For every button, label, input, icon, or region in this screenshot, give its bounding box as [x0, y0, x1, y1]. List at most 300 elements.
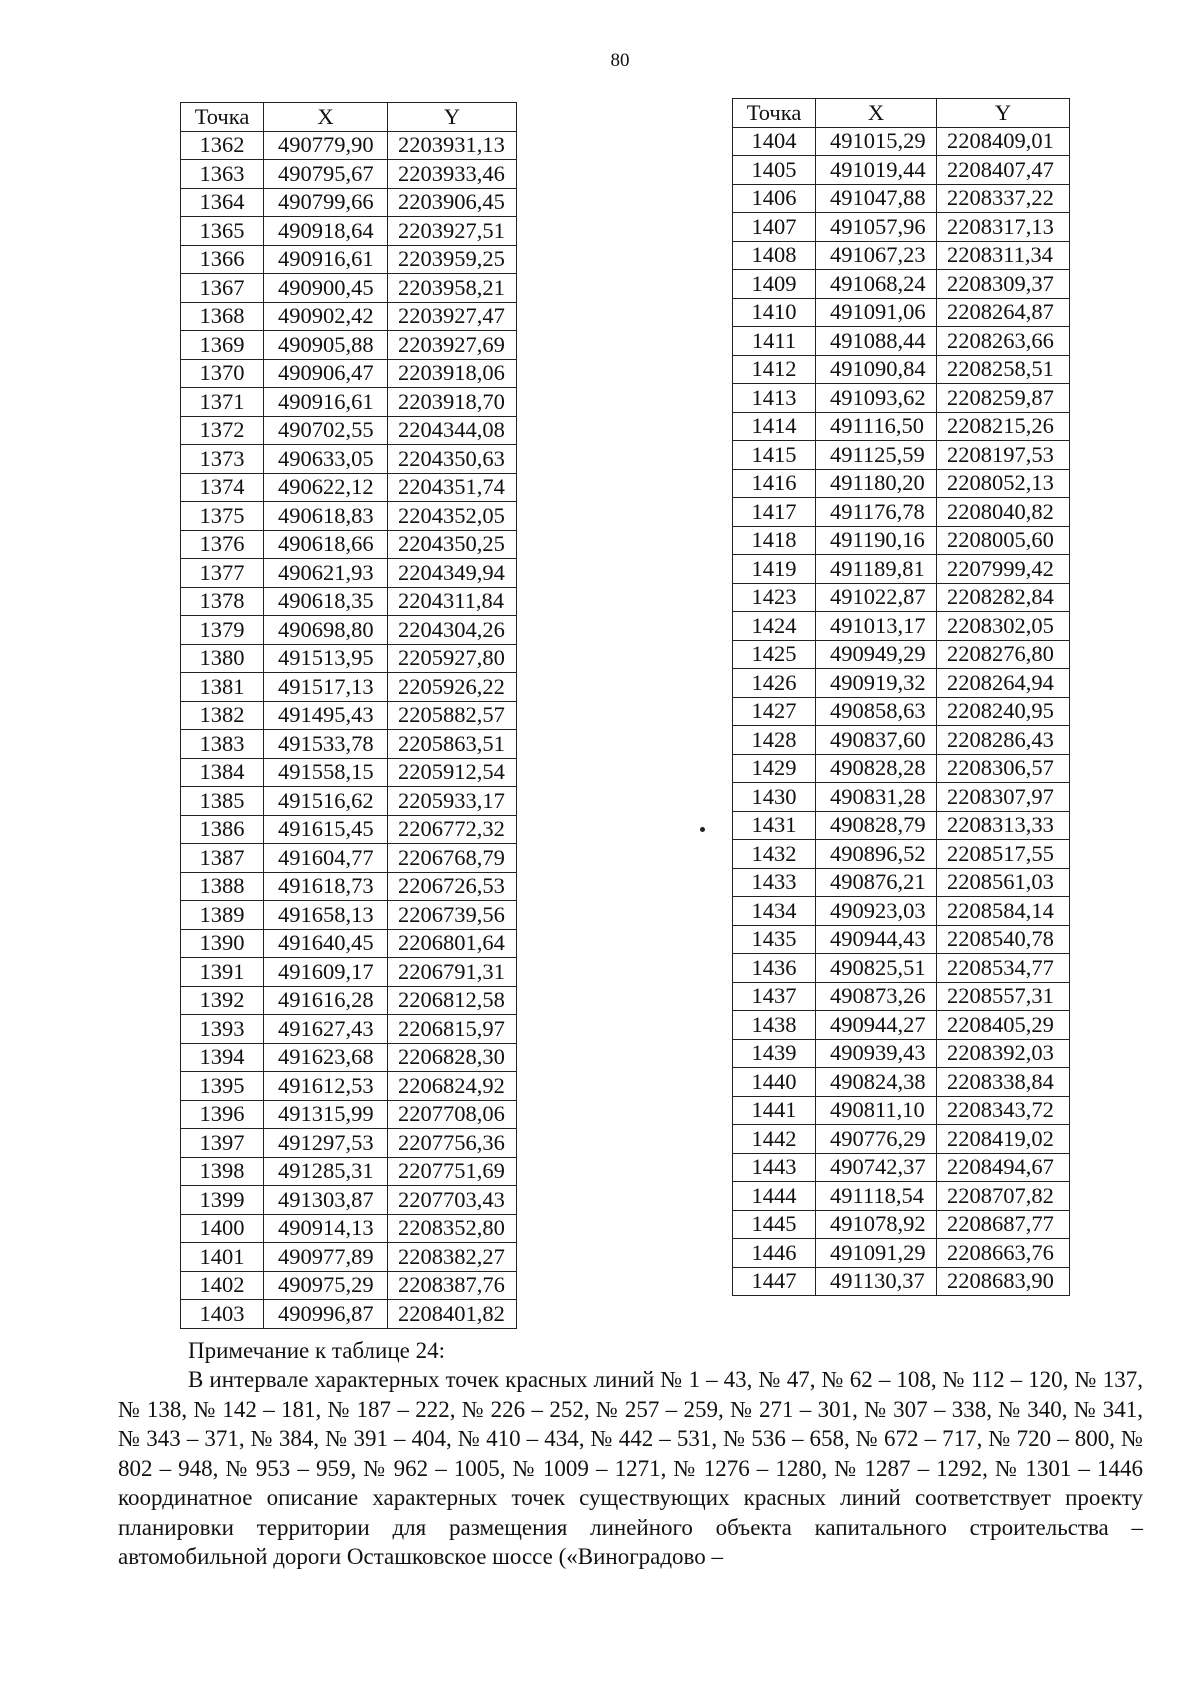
table-row — [733, 840, 1070, 869]
y-cell: 2208540,78 — [937, 925, 1070, 954]
y-cell: 2208561,03 — [937, 868, 1070, 897]
x-cell: 490742,37 — [816, 1153, 937, 1182]
point-cell: 1437 — [733, 982, 816, 1011]
header-x: X — [264, 103, 388, 132]
y-cell: 2208584,14 — [937, 897, 1070, 926]
x-cell: 491303,87 — [264, 1186, 388, 1215]
x-cell: 490996,87 — [264, 1300, 388, 1329]
point-cell: 1414 — [733, 412, 816, 441]
table-row — [733, 1153, 1070, 1182]
x-cell: 490779,90 — [264, 131, 388, 160]
point-cell: 1431 — [733, 811, 816, 840]
x-cell: 491315,99 — [264, 1100, 388, 1129]
table-row — [733, 355, 1070, 384]
point-cell: 1393 — [181, 1015, 264, 1044]
x-cell: 491015,29 — [816, 127, 937, 156]
y-cell: 2204304,26 — [388, 616, 517, 645]
y-cell: 2203918,06 — [388, 359, 517, 388]
point-cell: 1416 — [733, 469, 816, 498]
y-cell: 2204311,84 — [388, 587, 517, 616]
table-row — [181, 673, 517, 702]
x-cell: 490873,26 — [816, 982, 937, 1011]
y-cell: 2206824,92 — [388, 1072, 517, 1101]
table-row — [181, 1043, 517, 1072]
y-cell: 2208405,29 — [937, 1011, 1070, 1040]
table-row — [181, 986, 517, 1015]
table-row — [181, 844, 517, 873]
point-cell: 1405 — [733, 156, 816, 185]
table-row — [733, 1267, 1070, 1296]
point-cell: 1371 — [181, 388, 264, 417]
table-row — [181, 929, 517, 958]
y-cell: 2207751,69 — [388, 1157, 517, 1186]
x-cell: 491057,96 — [816, 213, 937, 242]
table-header-row — [181, 103, 517, 132]
table-row — [181, 1243, 517, 1272]
y-cell: 2208052,13 — [937, 469, 1070, 498]
y-cell: 2208313,33 — [937, 811, 1070, 840]
point-cell: 1428 — [733, 726, 816, 755]
point-cell: 1404 — [733, 127, 816, 156]
x-cell: 491125,59 — [816, 441, 937, 470]
point-cell: 1363 — [181, 160, 264, 189]
y-cell: 2203906,45 — [388, 188, 517, 217]
point-cell: 1402 — [181, 1271, 264, 1300]
x-cell: 490977,89 — [264, 1243, 388, 1272]
y-cell: 2208663,76 — [937, 1239, 1070, 1268]
y-cell: 2208282,84 — [937, 583, 1070, 612]
table-row — [181, 331, 517, 360]
y-cell: 2208392,03 — [937, 1039, 1070, 1068]
point-cell: 1439 — [733, 1039, 816, 1068]
x-cell: 490621,93 — [264, 559, 388, 588]
x-cell: 491658,13 — [264, 901, 388, 930]
point-cell: 1397 — [181, 1129, 264, 1158]
point-cell: 1378 — [181, 587, 264, 616]
table-row — [181, 502, 517, 531]
y-cell: 2205912,54 — [388, 758, 517, 787]
x-cell: 491615,45 — [264, 815, 388, 844]
y-cell: 2204352,05 — [388, 502, 517, 531]
table-row — [733, 156, 1070, 185]
y-cell: 2208307,97 — [937, 783, 1070, 812]
x-cell: 490837,60 — [816, 726, 937, 755]
table-row — [733, 1039, 1070, 1068]
x-cell: 491116,50 — [816, 412, 937, 441]
point-cell: 1376 — [181, 530, 264, 559]
y-cell: 2208407,47 — [937, 156, 1070, 185]
x-cell: 490923,03 — [816, 897, 937, 926]
table-row — [181, 758, 517, 787]
point-cell: 1406 — [733, 184, 816, 213]
point-cell: 1417 — [733, 498, 816, 527]
y-cell: 2204351,74 — [388, 473, 517, 502]
table-row — [181, 530, 517, 559]
y-cell: 2208306,57 — [937, 754, 1070, 783]
table-row — [181, 302, 517, 331]
y-cell: 2208382,27 — [388, 1243, 517, 1272]
point-cell: 1386 — [181, 815, 264, 844]
point-cell: 1418 — [733, 526, 816, 555]
x-cell: 491516,62 — [264, 787, 388, 816]
point-cell: 1385 — [181, 787, 264, 816]
table-row — [181, 1129, 517, 1158]
x-cell: 491558,15 — [264, 758, 388, 787]
x-cell: 490876,21 — [816, 868, 937, 897]
y-cell: 2204344,08 — [388, 416, 517, 445]
table-row — [733, 583, 1070, 612]
y-cell: 2206791,31 — [388, 958, 517, 987]
table-row — [733, 1011, 1070, 1040]
point-cell: 1432 — [733, 840, 816, 869]
table-row — [733, 1239, 1070, 1268]
point-cell: 1398 — [181, 1157, 264, 1186]
x-cell: 490902,42 — [264, 302, 388, 331]
x-cell: 490825,51 — [816, 954, 937, 983]
y-cell: 2207708,06 — [388, 1100, 517, 1129]
y-cell: 2203927,47 — [388, 302, 517, 331]
y-cell: 2208040,82 — [937, 498, 1070, 527]
y-cell: 2208264,94 — [937, 669, 1070, 698]
table-row — [733, 298, 1070, 327]
x-cell: 490828,28 — [816, 754, 937, 783]
x-cell: 491513,95 — [264, 644, 388, 673]
table-row — [733, 441, 1070, 470]
x-cell: 491013,17 — [816, 612, 937, 641]
table-row — [181, 1186, 517, 1215]
x-cell: 491517,13 — [264, 673, 388, 702]
x-cell: 490824,38 — [816, 1068, 937, 1097]
x-cell: 491640,45 — [264, 929, 388, 958]
x-cell: 491616,28 — [264, 986, 388, 1015]
x-cell: 490906,47 — [264, 359, 388, 388]
table-row — [181, 1100, 517, 1129]
table-row — [181, 587, 517, 616]
y-cell: 2205863,51 — [388, 730, 517, 759]
y-cell: 2203931,13 — [388, 131, 517, 160]
point-cell: 1390 — [181, 929, 264, 958]
table-row — [733, 555, 1070, 584]
x-cell: 491091,06 — [816, 298, 937, 327]
point-cell: 1442 — [733, 1125, 816, 1154]
stray-dot — [700, 827, 705, 832]
y-cell: 2208259,87 — [937, 384, 1070, 413]
point-cell: 1429 — [733, 754, 816, 783]
x-cell: 490896,52 — [816, 840, 937, 869]
x-cell: 491091,29 — [816, 1239, 937, 1268]
x-cell: 490944,43 — [816, 925, 937, 954]
x-cell: 491019,44 — [816, 156, 937, 185]
y-cell: 2206726,53 — [388, 872, 517, 901]
y-cell: 2207756,36 — [388, 1129, 517, 1158]
x-cell: 490828,79 — [816, 811, 937, 840]
table-row — [181, 872, 517, 901]
y-cell: 2208317,13 — [937, 213, 1070, 242]
y-cell: 2208338,84 — [937, 1068, 1070, 1097]
x-cell: 490622,12 — [264, 473, 388, 502]
point-cell: 1392 — [181, 986, 264, 1015]
table-row — [181, 359, 517, 388]
x-cell: 490618,35 — [264, 587, 388, 616]
x-cell: 491627,43 — [264, 1015, 388, 1044]
table-row — [733, 241, 1070, 270]
table-row — [181, 730, 517, 759]
point-cell: 1399 — [181, 1186, 264, 1215]
table-row — [733, 982, 1070, 1011]
point-cell: 1388 — [181, 872, 264, 901]
x-cell: 491533,78 — [264, 730, 388, 759]
point-cell: 1427 — [733, 697, 816, 726]
y-cell: 2208258,51 — [937, 355, 1070, 384]
x-cell: 490916,61 — [264, 245, 388, 274]
table-row — [181, 901, 517, 930]
x-cell: 490919,32 — [816, 669, 937, 698]
table-row — [181, 1271, 517, 1300]
y-cell: 2208387,76 — [388, 1271, 517, 1300]
x-cell: 491604,77 — [264, 844, 388, 873]
table-row — [733, 213, 1070, 242]
y-cell: 2208263,66 — [937, 327, 1070, 356]
point-cell: 1447 — [733, 1267, 816, 1296]
y-cell: 2203959,25 — [388, 245, 517, 274]
table-row — [181, 701, 517, 730]
table-row — [181, 559, 517, 588]
point-cell: 1391 — [181, 958, 264, 987]
y-cell: 2205933,17 — [388, 787, 517, 816]
point-cell: 1383 — [181, 730, 264, 759]
point-cell: 1423 — [733, 583, 816, 612]
x-cell: 491130,37 — [816, 1267, 937, 1296]
y-cell: 2208197,53 — [937, 441, 1070, 470]
point-cell: 1403 — [181, 1300, 264, 1329]
point-cell: 1395 — [181, 1072, 264, 1101]
table-row — [181, 274, 517, 303]
table-row — [181, 1300, 517, 1329]
x-cell: 490914,13 — [264, 1214, 388, 1243]
point-cell: 1374 — [181, 473, 264, 502]
point-cell: 1436 — [733, 954, 816, 983]
y-cell: 2208302,05 — [937, 612, 1070, 641]
x-cell: 491093,62 — [816, 384, 937, 413]
table-row — [181, 787, 517, 816]
y-cell: 2208517,55 — [937, 840, 1070, 869]
y-cell: 2206768,79 — [388, 844, 517, 873]
table-row — [733, 640, 1070, 669]
table-row — [181, 473, 517, 502]
table-row — [181, 388, 517, 417]
header-y: Y — [388, 103, 517, 132]
table-row — [181, 1015, 517, 1044]
x-cell: 491285,31 — [264, 1157, 388, 1186]
point-cell: 1394 — [181, 1043, 264, 1072]
y-cell: 2206828,30 — [388, 1043, 517, 1072]
x-cell: 490916,61 — [264, 388, 388, 417]
table-row — [733, 783, 1070, 812]
table-row — [181, 1157, 517, 1186]
y-cell: 2203958,21 — [388, 274, 517, 303]
x-cell: 490618,66 — [264, 530, 388, 559]
point-cell: 1413 — [733, 384, 816, 413]
point-cell: 1411 — [733, 327, 816, 356]
y-cell: 2203918,70 — [388, 388, 517, 417]
point-cell: 1435 — [733, 925, 816, 954]
y-cell: 2208401,82 — [388, 1300, 517, 1329]
coordinates-table-left — [180, 102, 517, 1329]
table-row — [733, 1068, 1070, 1097]
y-cell: 2208419,02 — [937, 1125, 1070, 1154]
x-cell: 491609,17 — [264, 958, 388, 987]
table-row — [733, 1096, 1070, 1125]
point-cell: 1377 — [181, 559, 264, 588]
x-cell: 490698,80 — [264, 616, 388, 645]
point-cell: 1434 — [733, 897, 816, 926]
x-cell: 491067,23 — [816, 241, 937, 270]
point-cell: 1396 — [181, 1100, 264, 1129]
x-cell: 491612,53 — [264, 1072, 388, 1101]
point-cell: 1430 — [733, 783, 816, 812]
table-row — [733, 327, 1070, 356]
table-row — [733, 697, 1070, 726]
y-cell: 2208707,82 — [937, 1182, 1070, 1211]
y-cell: 2208240,95 — [937, 697, 1070, 726]
x-cell: 491022,87 — [816, 583, 937, 612]
header-point: Точка — [733, 99, 816, 128]
y-cell: 2208409,01 — [937, 127, 1070, 156]
point-cell: 1382 — [181, 701, 264, 730]
y-cell: 2208286,43 — [937, 726, 1070, 755]
x-cell: 491078,92 — [816, 1210, 937, 1239]
table-row — [733, 1125, 1070, 1154]
table-row — [733, 954, 1070, 983]
x-cell: 490975,29 — [264, 1271, 388, 1300]
x-cell: 490702,55 — [264, 416, 388, 445]
y-cell: 2208687,77 — [937, 1210, 1070, 1239]
table-row — [181, 1072, 517, 1101]
y-cell: 2204350,63 — [388, 445, 517, 474]
y-cell: 2206812,58 — [388, 986, 517, 1015]
point-cell: 1410 — [733, 298, 816, 327]
x-cell: 491189,81 — [816, 555, 937, 584]
point-cell: 1412 — [733, 355, 816, 384]
table-row — [181, 815, 517, 844]
x-cell: 491618,73 — [264, 872, 388, 901]
y-cell: 2206772,32 — [388, 815, 517, 844]
y-cell: 2204350,25 — [388, 530, 517, 559]
y-cell: 2208309,37 — [937, 270, 1070, 299]
x-cell: 490905,88 — [264, 331, 388, 360]
x-cell: 490618,83 — [264, 502, 388, 531]
x-cell: 490831,28 — [816, 783, 937, 812]
point-cell: 1440 — [733, 1068, 816, 1097]
y-cell: 2207703,43 — [388, 1186, 517, 1215]
y-cell: 2208311,34 — [937, 241, 1070, 270]
table-row — [733, 811, 1070, 840]
point-cell: 1425 — [733, 640, 816, 669]
table-row — [733, 412, 1070, 441]
y-cell: 2203927,51 — [388, 217, 517, 246]
table-row — [181, 416, 517, 445]
point-cell: 1389 — [181, 901, 264, 930]
point-cell: 1375 — [181, 502, 264, 531]
x-cell: 490799,66 — [264, 188, 388, 217]
table-row — [181, 160, 517, 189]
y-cell: 2208534,77 — [937, 954, 1070, 983]
table-row — [733, 526, 1070, 555]
x-cell: 490633,05 — [264, 445, 388, 474]
point-cell: 1372 — [181, 416, 264, 445]
table-header-row — [733, 99, 1070, 128]
table-row — [733, 669, 1070, 698]
point-cell: 1433 — [733, 868, 816, 897]
point-cell: 1409 — [733, 270, 816, 299]
table-row — [733, 1210, 1070, 1239]
x-cell: 491090,84 — [816, 355, 937, 384]
table-row — [181, 131, 517, 160]
table-row — [733, 612, 1070, 641]
y-cell: 2208337,22 — [937, 184, 1070, 213]
point-cell: 1400 — [181, 1214, 264, 1243]
x-cell: 491190,16 — [816, 526, 937, 555]
y-cell: 2206815,97 — [388, 1015, 517, 1044]
y-cell: 2208215,26 — [937, 412, 1070, 441]
table-row — [181, 616, 517, 645]
y-cell: 2204349,94 — [388, 559, 517, 588]
y-cell: 2206739,56 — [388, 901, 517, 930]
point-cell: 1365 — [181, 217, 264, 246]
point-cell: 1441 — [733, 1096, 816, 1125]
y-cell: 2208683,90 — [937, 1267, 1070, 1296]
point-cell: 1368 — [181, 302, 264, 331]
page-number: 80 — [610, 50, 630, 71]
point-cell: 1446 — [733, 1239, 816, 1268]
point-cell: 1364 — [181, 188, 264, 217]
point-cell: 1379 — [181, 616, 264, 645]
table-row — [181, 445, 517, 474]
y-cell: 2203927,69 — [388, 331, 517, 360]
table-row — [181, 245, 517, 274]
table-row — [181, 644, 517, 673]
point-cell: 1373 — [181, 445, 264, 474]
x-cell: 490944,27 — [816, 1011, 937, 1040]
point-cell: 1369 — [181, 331, 264, 360]
y-cell: 2206801,64 — [388, 929, 517, 958]
x-cell: 490900,45 — [264, 274, 388, 303]
y-cell: 2208494,67 — [937, 1153, 1070, 1182]
point-cell: 1387 — [181, 844, 264, 873]
y-cell: 2208005,60 — [937, 526, 1070, 555]
header-y: Y — [937, 99, 1070, 128]
table-row — [181, 188, 517, 217]
point-cell: 1401 — [181, 1243, 264, 1272]
point-cell: 1381 — [181, 673, 264, 702]
table-row — [733, 384, 1070, 413]
table-row — [733, 925, 1070, 954]
table-row — [733, 897, 1070, 926]
point-cell: 1438 — [733, 1011, 816, 1040]
point-cell: 1408 — [733, 241, 816, 270]
y-cell: 2208264,87 — [937, 298, 1070, 327]
y-cell: 2208352,80 — [388, 1214, 517, 1243]
y-cell: 2203933,46 — [388, 160, 517, 189]
x-cell: 490939,43 — [816, 1039, 937, 1068]
x-cell: 490776,29 — [816, 1125, 937, 1154]
table-row — [181, 958, 517, 987]
x-cell: 491118,54 — [816, 1182, 937, 1211]
table-row — [733, 726, 1070, 755]
x-cell: 491297,53 — [264, 1129, 388, 1158]
x-cell: 491068,24 — [816, 270, 937, 299]
table-row — [733, 127, 1070, 156]
